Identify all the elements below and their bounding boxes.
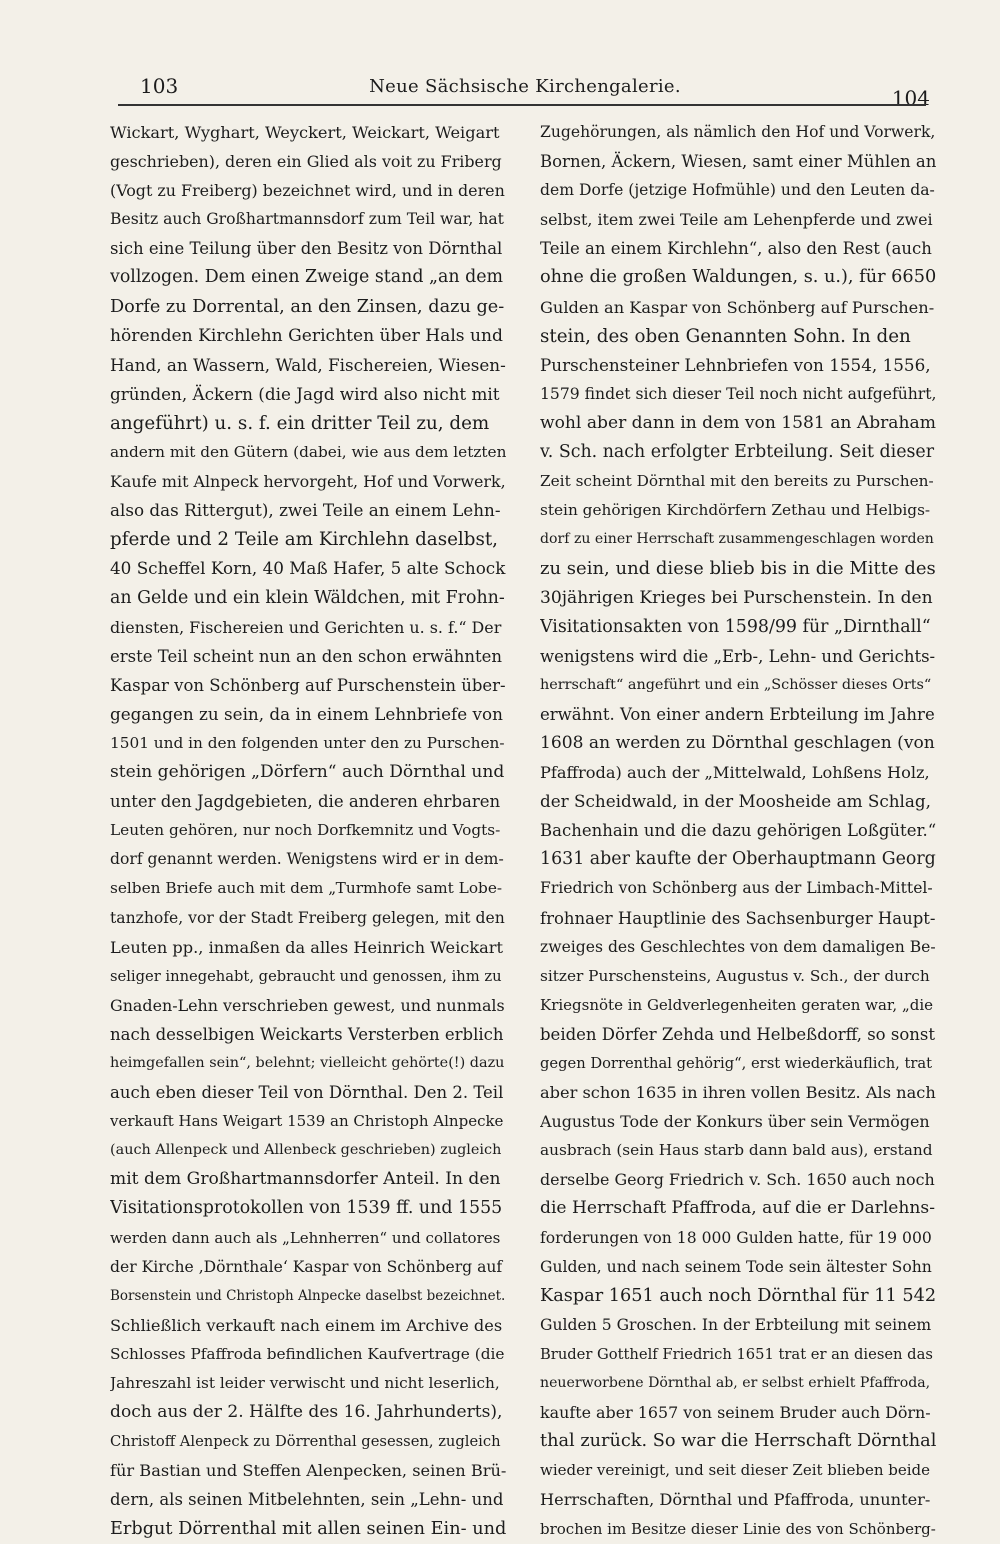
text-line: Besitz auch Großhartmannsdorf zum Teil war, hat [110, 210, 504, 229]
text-line: stein, des oben Genannten Sohn. In den [540, 325, 911, 347]
text-line: Gulden 5 Groschen. In der Erbteilung mit seinem [540, 1315, 932, 1334]
text-line: aber schon 1635 in ihren vollen Besitz. Als nach [540, 1083, 936, 1103]
text-line: tanzhofe, vor der Stadt Freiberg gelegen, mit den [110, 908, 505, 927]
text-line: Purschensteiner Lehnbriefen von 1554, 1556, [540, 354, 931, 375]
text-line: dorf zu einer Herrschaft zusammengeschlagen worden [540, 531, 934, 548]
text-line: selben Briefe auch mit dem „Turmhofe samt Lobe- [110, 879, 503, 898]
text-line: Pfaffroda) auch der „Mittelwald, Lohßens Holz, [540, 763, 930, 783]
text-line: Kaufe mit Alnpeck hervorgeht, Hof und Vorwerk, [110, 472, 506, 492]
text-line: ausbrach (sein Haus starb dann bald aus), erstand [540, 1141, 933, 1160]
text-line: kaufte aber 1657 von seinem Bruder auch Dörn- [540, 1403, 931, 1423]
text-line: Kriegsnöte in Geldverlegenheiten geraten war, „die [540, 995, 934, 1014]
text-line: gründen, Äckern (die Jagd wird also nicht mit [110, 383, 500, 404]
text-line: Visitationsakten von 1598/99 für „Dirnthall“ [540, 616, 931, 637]
text-line: (auch Allenpeck und Allenbeck geschrieben) zugleich [110, 1142, 502, 1159]
text-line: andern mit den Gütern (dabei, wie aus dem letzten [110, 443, 506, 462]
text-line: Augustus Tode der Konkurs über sein Vermögen [540, 1112, 930, 1132]
text-line: verkauft Hans Weigart 1539 an Christoph Alnpecke [110, 1112, 504, 1131]
text-line: stein gehörigen „Dörfern“ auch Dörnthal und [110, 762, 505, 783]
text-line: erste Teil scheint nun an den schon erwähnten [110, 646, 502, 666]
text-line: Visitationsprotokollen von 1539 ff. und 1555 [110, 1198, 503, 1219]
text-line: Leuten gehören, nur noch Dorfkemnitz und Vogts- [110, 821, 501, 840]
right-page-number: 104 [891, 86, 930, 110]
text-line: Teile an einem Kirchlehn“, also den Rest (auch [540, 239, 932, 259]
text-line: zweiges des Geschlechtes von dem damaligen Be- [540, 937, 936, 956]
text-line: (Vogt zu Freiberg) bezeichnet wird, und in deren [110, 181, 505, 201]
left-page-number: 103 [140, 74, 179, 98]
text-line: auch eben dieser Teil von Dörnthal. Den 2. Teil [110, 1083, 504, 1103]
text-line: v. Sch. nach erfolgter Erbteilung. Seit dieser [540, 442, 935, 463]
text-line: Jahreszahl ist leider verwischt und nicht leserlich, [110, 1374, 500, 1393]
text-line: an Gelde und ein klein Wäldchen, mit Frohn- [110, 587, 505, 608]
text-line: angeführt) u. s. f. ein dritter Teil zu, dem [110, 412, 490, 434]
text-line: seliger innegehabt, gebraucht und genossen, ihm zu [110, 967, 502, 985]
text-line: Schlosses Pfaffroda befindlichen Kaufvertrage (die [110, 1344, 505, 1363]
text-line: beiden Dörfer Zehda und Helbeßdorff, so sonst [540, 1024, 935, 1044]
text-line: gegen Dorrenthal gehörig“, erst wiederkäuflich, trat [540, 1055, 933, 1072]
text-line: 1501 und in den folgenden unter den zu Purschen- [110, 733, 505, 752]
running-title: Neue Sächsische Kirchengalerie. [369, 76, 681, 97]
text-line: Bachenhain und die dazu gehörigen Loßgüter.“ [540, 821, 936, 841]
text-line: 1579 findet sich dieser Teil noch nicht aufgeführt, [540, 384, 936, 403]
text-line: Zugehörungen, als nämlich den Hof und Vorwerk, [540, 123, 936, 141]
text-line: Zeit scheint Dörnthal mit den bereits zu Purschen- [540, 472, 934, 491]
text-line: ohne die großen Waldungen, s. u.), für 6650 [540, 267, 936, 288]
text-line: herrschaft“ angeführt und ein „Schösser dieses Orts“ [540, 676, 932, 693]
text-line: heimgefallen sein“, belehnt; vielleicht gehörte(!) dazu [110, 1055, 505, 1071]
text-line: 1608 an werden zu Dörnthal geschlagen (von [540, 732, 935, 753]
text-line: 40 Scheffel Korn, 40 Maß Hafer, 5 alte Schock [110, 558, 506, 579]
text-line: Gnaden-Lehn verschrieben gewest, und nunmals [110, 995, 505, 1015]
text-line: Christoff Alenpeck zu Dörrenthal gesessen, zugleich [110, 1433, 501, 1451]
text-line: Hand, an Wassern, Wald, Fischereien, Wiesen- [110, 354, 506, 375]
text-line: Erbgut Dörrenthal mit allen seinen Ein- und [110, 1518, 506, 1539]
text-line: werden dann auch als „Lehnherren“ und collatores [110, 1228, 501, 1247]
text-line: die Herrschaft Pfaffroda, auf die er Darlehns- [540, 1198, 935, 1219]
text-line: mit dem Großhartmannsdorfer Anteil. In den [110, 1169, 501, 1190]
text-line: frohnaer Hauptlinie des Sachsenburger Haupt- [540, 908, 936, 928]
text-line: derselbe Georg Friedrich v. Sch. 1650 auch noch [540, 1170, 935, 1190]
text-line: brochen im Besitze dieser Linie des von Schönberg- [540, 1519, 936, 1538]
text-line: wohl aber dann in dem von 1581 an Abraham [540, 412, 936, 433]
text-line: selbst, item zwei Teile am Lehenpferde und zwei [540, 210, 933, 230]
text-line: hörenden Kirchlehn Gerichten über Hals und [110, 325, 503, 346]
text-line: geschrieben), deren ein Glied als voit zu Friberg [110, 152, 502, 172]
text-line: Wickart, Wyghart, Weyckert, Weickart, Weigart [110, 123, 500, 142]
text-line: zu sein, und diese blieb bis in die Mitte des [540, 558, 936, 580]
text-line: doch aus der 2. Hälfte des 16. Jahrhunderts), [110, 1402, 503, 1423]
page-header [120, 70, 930, 110]
text-line: Gulden an Kaspar von Schönberg auf Purschen- [540, 297, 935, 317]
text-line: Gulden, und nach seinem Tode sein ältester Sohn [540, 1257, 932, 1276]
text-line: sitzer Purschensteins, Augustus v. Sch., der durch [540, 966, 930, 985]
text-line: stein gehörigen Kirchdörfern Zethau und Helbigs- [540, 501, 931, 520]
text-line: gegangen zu sein, da in einem Lehnbriefe von [110, 703, 503, 724]
text-line: neuerworbene Dörnthal ab, er selbst erhielt Pfaffroda, [540, 1375, 931, 1392]
text-line: der Kirche ‚Dörnthale‘ Kaspar von Schönberg auf [110, 1257, 503, 1276]
text-line: Dorfe zu Dorrental, an den Zinsen, dazu ge- [110, 296, 505, 317]
text-line: Kaspar 1651 auch noch Dörnthal für 11 542 [540, 1285, 936, 1306]
header-rule [118, 104, 926, 106]
text-line: diensten, Fischereien und Gerichten u. s. f.“ Der [110, 617, 502, 637]
text-line: also das Rittergut), zwei Teile an einem Lehn- [110, 500, 501, 521]
text-line: unter den Jagdgebieten, die anderen ehrbaren [110, 792, 501, 812]
text-line: dorf genannt werden. Wenigstens wird er in dem- [110, 850, 504, 869]
left-text-column [110, 118, 506, 1544]
right-text-column [540, 118, 936, 1544]
text-line: Herrschaften, Dörnthal und Pfaffroda, ununter- [540, 1490, 931, 1510]
text-line: 30jährigen Krieges bei Purschenstein. In den [540, 587, 933, 608]
text-line: dem Dorfe (jetzige Hofmühle) und den Leuten da- [540, 181, 935, 200]
text-line: der Scheidwald, in der Moosheide am Schlag, [540, 791, 931, 812]
text-line: 1631 aber kaufte der Oberhauptmann Georg [540, 849, 936, 870]
text-line: erwähnt. Von einer andern Erbteilung im Jahre [540, 704, 935, 724]
text-line: für Bastian und Steffen Alenpecken, seinen Brü- [110, 1461, 506, 1481]
text-line: Kaspar von Schönberg auf Purschenstein über- [110, 675, 506, 695]
text-line: vollzogen. Dem einen Zweige stand „an dem [110, 267, 503, 288]
text-line: wenigstens wird die „Erb-, Lehn- und Gerichts- [540, 646, 936, 666]
text-line: Friedrich von Schönberg aus der Limbach-Mittel- [540, 879, 933, 898]
text-line: nach desselbigen Weickarts Versterben erblich [110, 1024, 504, 1044]
text-line: Bruder Gotthelf Friedrich 1651 trat er an diesen das [540, 1345, 933, 1363]
text-line: Schließlich verkauft nach einem im Archive des [110, 1315, 503, 1335]
text-line: forderungen von 18 000 Gulden hatte, für 19 000 [540, 1228, 932, 1247]
text-line: dern, als seinen Mitbelehnten, sein „Lehn- und [110, 1490, 504, 1510]
text-line: thal zurück. So war die Herrschaft Dörnthal [540, 1431, 936, 1452]
text-line: Bornen, Äckern, Wiesen, samt einer Mühlen an [540, 152, 936, 172]
text-line: Borsenstein und Christoph Alnpecke daselbst bezeichnet. [110, 1287, 506, 1304]
text-line: pferde und 2 Teile am Kirchlehn daselbst, [110, 529, 498, 551]
text-line: sich eine Teilung über den Besitz von Dörnthal [110, 239, 503, 259]
text-line: Leuten pp., inmaßen da alles Heinrich Weickart [110, 937, 504, 957]
text-line: wieder vereinigt, und seit dieser Zeit blieben beide [540, 1461, 931, 1480]
